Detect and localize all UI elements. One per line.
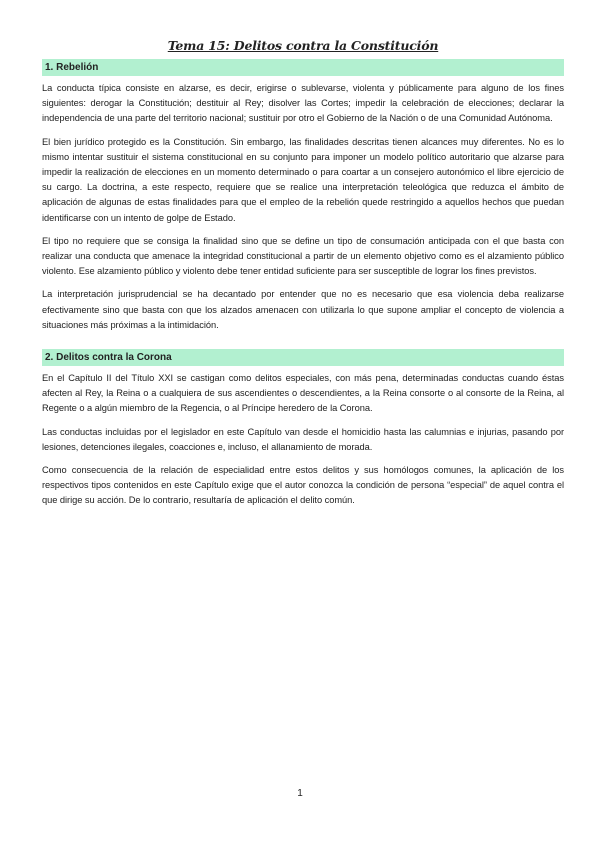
section-heading-corona: 2. Delitos contra la Corona <box>42 349 564 366</box>
section-spacer <box>42 341 564 349</box>
paragraph: El tipo no requiere que se consiga la finalidad sino que se define un tipo de consumación anticipada con el que basta con realizar una conducta que amenace la integridad constitucional a partir de un elemento objetivo como es el alzamiento público violento. Ese alzamiento público y violento debe tener entidad suficiente para ser susceptible de lograr los fines previstos. <box>42 235 564 277</box>
paragraph: Como consecuencia de la relación de especialidad entre estos delitos y sus homólogos comunes, la aplicación de los respectivos tipos contenidos en este Capítulo exige que el autor conozca la condición de persona “especial” de aquel contra el que dirige su acción. De lo contrario, resultaría de aplicación el delito común. <box>42 465 564 506</box>
paragraph: Las conductas incluidas por el legislador en este Capítulo van desde el homicidio hasta las calumnias e injurias, pasando por lesiones, detenciones ilegales, coacciones e, incluso, el allanamiento de morada. <box>42 426 564 452</box>
paragraph: La interpretación jurisprudencial se ha decantado por entender que no es necesario que esa violencia deba realizarse efectivamente sino que basta con que los alzados amenacen con utilizarla lo que supone ampliar el concepto de violencia a situaciones más próximas a la intimidación. <box>42 289 564 330</box>
section-heading-rebelion: 1. Rebelión <box>42 59 564 76</box>
document-page <box>42 38 564 517</box>
paragraph: En el Capítulo II del Título XXI se castigan como delitos especiales, con más pena, determinadas conductas cuando éstas afecten al Rey, la Reina o a cualquiera de sus ascendientes o descendientes, a la Reina consorte o al consorte de la Reina, al Regente o a algún miembro de la Regencia, o al Príncipe heredero de la Corona. <box>42 373 564 414</box>
paragraph: La conducta típica consiste en alzarse, es decir, erigirse o sublevarse, violenta y públicamente para alguno de los fines siguientes: derogar la Constitución; destituir al Rey; disolver las Cortes; impedir la celebración de elecciones; declarar la independencia de una parte del territorio nacional; sustituir por otro el Gobierno de la Nación o de una Comunidad Autónoma. <box>42 83 564 124</box>
page-number: 1 <box>297 788 303 799</box>
paragraph: El bien jurídico protegido es la Constitución. Sin embargo, las finalidades descritas tienen alcances muy diferentes. No es lo mismo intentar sustituir el sistema constitucional en su conjunto para imponer un modelo político autoritario que alzarse para impedir la realización de elecciones en un momento determinado o para coartar a un consejero autonómico el libre ejercicio de su cargo. La doctrina, a este respecto, requiere que se realice una interpretación teleológica que reduzca el ámbito de aplicación de algunas de estas finalidades para que el empleo de la rebelión quede restringido a aquellos hechos que puedan identificarse con un intento de golpe de Estado. <box>42 136 564 223</box>
document-title: Tema 15: Delitos contra la Constitución <box>167 38 439 53</box>
